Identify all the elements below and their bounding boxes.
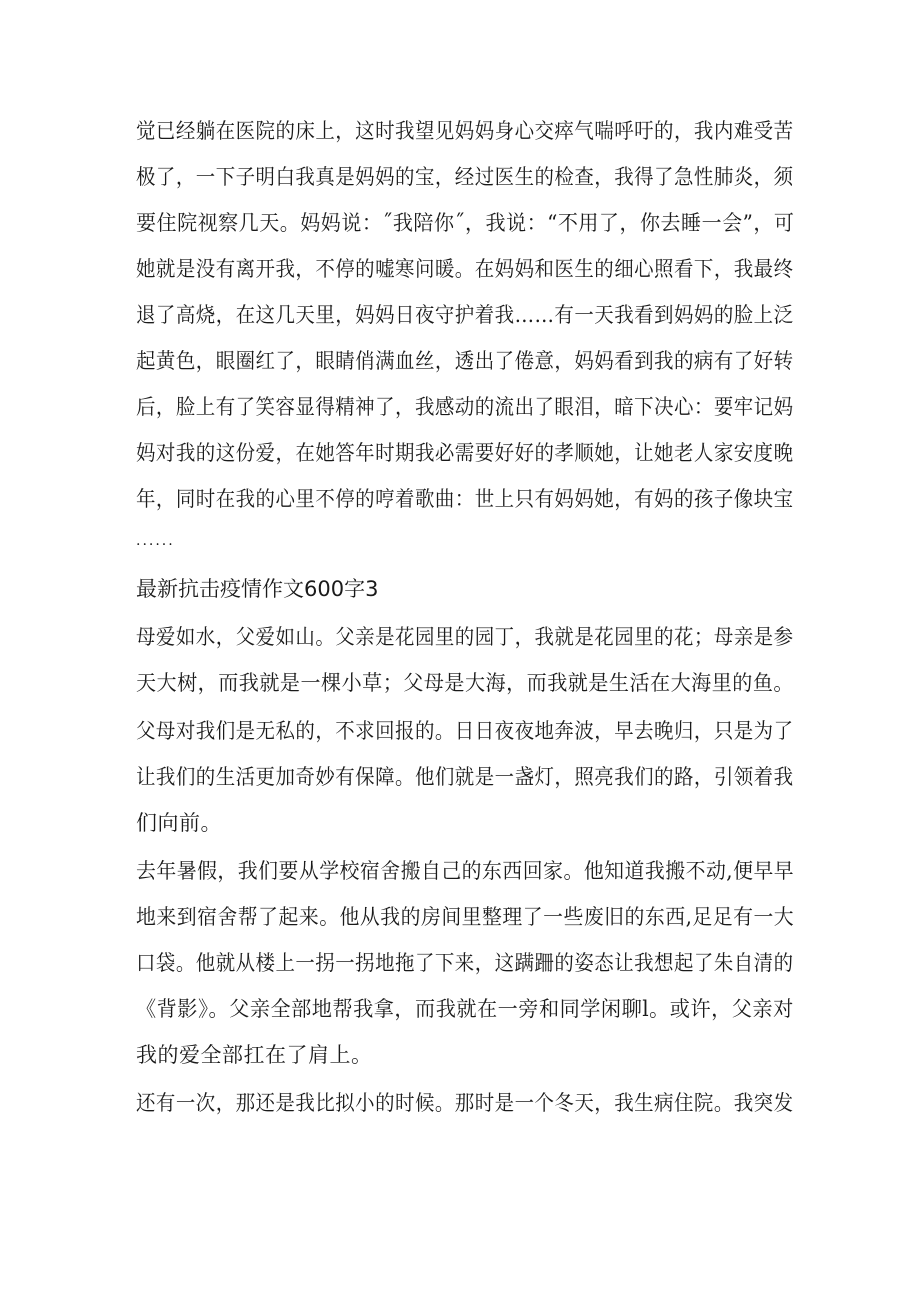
section-heading: 最新抗击疫情作文600字3 — [136, 577, 379, 601]
text-line: 母爱如水，父爱如山。父亲是花园里的园丁，我就是花园里的花；母亲是参 — [136, 625, 794, 649]
text-line: 我的爱全部扛在了肩上。 — [136, 1043, 373, 1067]
text-line: 她就是没有离开我，不停的嘘寒问暖。在妈妈和医生的细心照看下，我最终 — [136, 257, 794, 281]
text-line: 后，脸上有了笑容显得精神了，我感动的流出了眼泪，暗下决心：要牢记妈 — [136, 395, 794, 419]
text-line: 要住院视察几天。妈妈说：˝我陪你˝，我说：“不用了，你去睡一会”，可 — [136, 211, 795, 235]
text-line: 天大树，而我就是一棵小草；父母是大海，而我就是生活在大海里的鱼。 — [136, 671, 794, 695]
text-line: 年，同时在我的心里不停的哼着歌曲：世上只有妈妈她，有妈的孩子像块宝 — [136, 487, 794, 511]
text-line: 让我们的生活更加奇妙有保障。他们就是一盏灯，照亮我们的路，引领着我 — [136, 765, 794, 789]
text-line: 极了，一下子明白我真是妈妈的宝，经过医生的检查，我得了急性肺炎，须 — [136, 165, 794, 189]
text-line: 《背影》。父亲全部地帮我拿，而我就在一旁和同学闲聊l。或许，父亲对 — [136, 997, 794, 1021]
text-line: 口袋。他就从楼上一拐一拐地拖了下来，这蹒跚的姿态让我想起了朱自清的 — [136, 951, 794, 975]
text-line: 们向前。 — [136, 811, 222, 835]
text-line: 觉已经躺在医院的床上，这时我望见妈妈身心交瘁气喘呼吁的，我内难受苦 — [136, 119, 794, 143]
text-line: 父母对我们是无私的，不求回报的。日日夜夜地奔波，早去晚归，只是为了 — [136, 719, 794, 743]
ellipsis-line: ...... — [136, 533, 175, 549]
text-line: 地来到宿舍帮了起来。他从我的房间里整理了一些废旧的东西,足足有一大 — [136, 905, 795, 929]
text-line: 起黄色，眼圈红了，眼睛俏满血丝，透出了倦意，妈妈看到我的病有了好转 — [136, 349, 794, 373]
text-line: 还有一次，那还是我比拟小的时候。那时是一个冬天，我生病住院。我突发 — [136, 1091, 794, 1115]
text-line: 妈对我的这份爱，在她答年时期我必需要好好的孝顺她，让她老人家安度晚 — [136, 441, 794, 465]
text-line: 去年暑假，我们要从学校宿舍搬自己的东西回家。他知道我搬不动,便早早 — [136, 859, 795, 883]
text-line: 退了高烧，在这几天里，妈妈日夜守护着我……有一天我看到妈妈的脸上泛 — [136, 303, 794, 327]
